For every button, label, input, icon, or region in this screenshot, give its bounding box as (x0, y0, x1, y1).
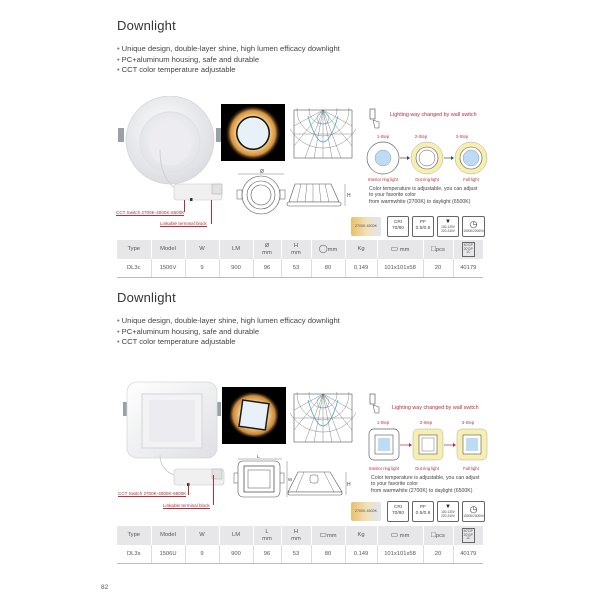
feature-item: • CCT color temperature adjustable (117, 337, 340, 348)
table-header-row (117, 526, 483, 545)
cct-description-line: from warmwhite (2700K) to daylight (6500K) (371, 487, 473, 494)
col-type: Type (117, 240, 151, 259)
step-label: 3-Step (461, 420, 475, 425)
pf-value: 0.5/0.9 (415, 511, 431, 516)
cri-badge (387, 501, 409, 522)
col-watt: W (185, 526, 219, 545)
lighting-way-caption: Lighting way changed by wall switch (392, 405, 479, 411)
cct-description (371, 475, 479, 494)
voltage-line: 100-130V (441, 510, 455, 514)
pf-label: PF (419, 505, 427, 510)
callout-line (213, 475, 214, 505)
lifetime-value: 15000/20000h (463, 514, 484, 518)
height-label: H (347, 482, 351, 488)
feature-item: • Unique design, double-layer shine, high lumen efficacy downlight (117, 316, 340, 327)
box-icon: ▭ (390, 243, 399, 253)
feature-item: • CCT color temperature adjustable (117, 65, 340, 76)
length-label: L (257, 455, 260, 460)
carton-icon: □ (431, 243, 436, 253)
feature-list (117, 316, 340, 348)
cct-description-line: from warmwhite (2700K) to daylight (6500K) (369, 198, 471, 205)
pf-badge (412, 501, 434, 522)
cell-watt: 9 (185, 545, 219, 563)
clock-icon: ◷ (469, 504, 478, 514)
cri-label: CRI (393, 505, 403, 510)
col-weight: Kg (345, 526, 377, 545)
product-title: Downlight (117, 18, 176, 33)
col-lumen: LM (219, 240, 253, 259)
terminal-block-callout: Linkable terminal block (160, 221, 207, 226)
plug-icon: ▼ (445, 504, 451, 510)
step-caption: Out ring light (415, 177, 439, 182)
lifetime-value: 15000/20000h (463, 229, 484, 233)
col-pcs: □pcs (423, 526, 453, 545)
height-label: H (347, 193, 351, 199)
cell-box-size: 101x101x58 (377, 545, 423, 563)
cell-diameter: 96 (253, 259, 281, 277)
cell-weight: 0.149 (345, 545, 377, 563)
col-watt: W (185, 240, 219, 259)
lifetime-badge (462, 501, 485, 522)
cell-length: 96 (253, 545, 281, 563)
terminal-block-callout: Linkable terminal block (163, 503, 210, 508)
cell-model: 1506U (151, 545, 185, 563)
light-distribution-diagram (290, 392, 356, 446)
cell-container: 40179 (453, 259, 483, 277)
step-label: 1-Step (376, 420, 390, 425)
col-diameter: Ø mm (253, 240, 281, 259)
cell-model: 1506V (151, 259, 185, 277)
col-pcs: □pcs (423, 240, 453, 259)
col-cutout: ◯mm (311, 240, 345, 259)
lighting-way-caption: Lighting way changed by wall switch (390, 112, 477, 118)
col-cutout: ▭mm (311, 526, 345, 545)
col-height: H mm (281, 526, 311, 545)
cell-pcs: 20 (423, 545, 453, 563)
cct-description-line: to your favorite color (371, 481, 418, 488)
cell-weight: 0.149 (345, 259, 377, 277)
col-type: Type (117, 526, 151, 545)
cutout-icon: ▭ (319, 529, 327, 539)
clock-icon: ◷ (469, 219, 478, 229)
voltage-badge (437, 501, 459, 522)
cell-height: 53 (281, 545, 311, 563)
container-icon: 40'GP 20'GP 1C (462, 242, 475, 257)
step-label: 3-Step (455, 134, 469, 139)
cell-lumen: 900 (219, 545, 253, 563)
side-view-drawing (286, 468, 352, 500)
top-view-drawing (232, 455, 294, 501)
cct-switch-callout: CCT Switch 2700K-4000K-6500K (118, 491, 187, 496)
col-box-size: ▭ mm (377, 526, 423, 545)
col-length: L mm (253, 526, 281, 545)
feature-item: • Unique design, double-layer shine, high lumen efficacy downlight (117, 44, 340, 55)
cri-value: 70/80 (391, 511, 404, 516)
col-box-size: ▭ mm (377, 240, 423, 259)
step-caption: Interior ring light (368, 466, 400, 471)
cell-type: DL3s (117, 545, 151, 563)
pf-value: 0.5/0.9 (415, 226, 431, 231)
cell-watt: 9 (185, 259, 219, 277)
step-caption: Interior ring light (367, 177, 399, 182)
col-container (453, 526, 483, 545)
col-weight: Kg (345, 240, 377, 259)
cct-range-badge: 2700K-6500K (351, 502, 381, 521)
cct-switch-callout: CCT Switch 2700K-4000K-6500K (116, 210, 185, 215)
feature-item: • PC+aluminum housing, safe and durable (117, 55, 340, 66)
step-caption: Full light (463, 466, 479, 471)
cell-height: 53 (281, 259, 311, 277)
plug-icon: ▼ (445, 219, 451, 225)
box-icon: ▭ (390, 529, 399, 539)
cell-cutout: 80 (311, 545, 345, 563)
product-title: Downlight (117, 290, 176, 305)
step-caption: Out ring light (415, 466, 439, 471)
step-label: 2-Step (414, 134, 428, 139)
diameter-label: Ø (260, 169, 264, 175)
svg-text:W: W (288, 477, 293, 482)
voltage-line: 220-240V (441, 513, 455, 518)
driver-box-image (150, 455, 235, 495)
col-height: H mm (281, 240, 311, 259)
cell-pcs: 20 (423, 259, 453, 277)
cell-box-size: 101x101x58 (377, 259, 423, 277)
wall-switch-icon (369, 393, 381, 415)
cri-label: CRI (393, 220, 403, 225)
cct-description-line: Color temperature is adjustable, you can adjust (371, 475, 480, 481)
col-model: Model (151, 526, 185, 545)
cri-value: 70/80 (391, 226, 404, 231)
cell-lumen: 900 (219, 259, 253, 277)
pf-label: PF (419, 220, 427, 225)
cell-container: 40179 (453, 545, 483, 563)
voltage-line: 220-240V (441, 228, 455, 233)
step-label: 1-Step (376, 134, 390, 139)
col-lumen: LM (219, 526, 253, 545)
table-row (117, 545, 483, 563)
container-icon: 40'GP 20'GP 1C (462, 528, 475, 543)
cutout-icon: ◯ (318, 243, 328, 253)
square-lit-photo (222, 387, 286, 444)
cell-type: DL3c (117, 259, 151, 277)
lighting-steps-diagram (368, 428, 493, 464)
cell-cutout: 80 (311, 259, 345, 277)
cct-description-line: to your favorite color (369, 192, 416, 199)
cct-range-badge: 2700K-6500K (351, 217, 381, 236)
carton-icon: □ (431, 529, 436, 539)
step-label: 2-Step (419, 420, 433, 425)
col-model: Model (151, 240, 185, 259)
square-downlight-product-image (122, 380, 222, 460)
cct-description-line: Color temperature is adjustable, you can adjust (369, 186, 478, 192)
voltage-line: 100-130V (441, 225, 455, 229)
callout-line (188, 483, 189, 495)
spec-table (117, 526, 483, 564)
feature-item: • PC+aluminum housing, safe and durable (117, 327, 340, 338)
page-number: 82 (101, 584, 109, 591)
step-caption: Full light (463, 177, 479, 182)
